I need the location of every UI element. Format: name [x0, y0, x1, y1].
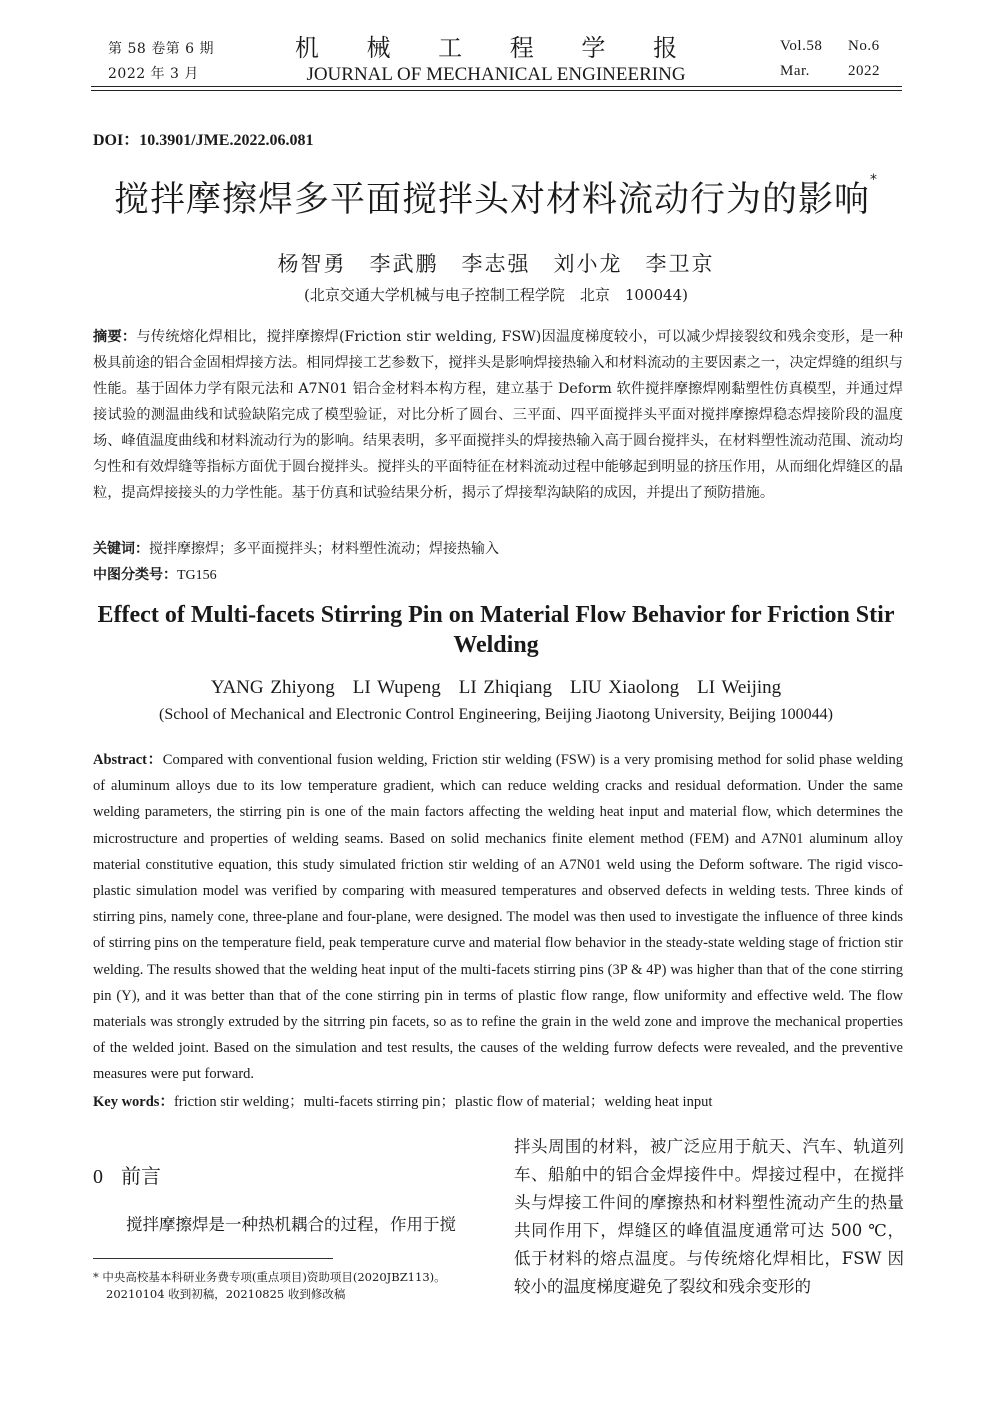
- abstract-en-text: Compared with conventional fusion welding, Friction stir welding (FSW) is a very promising method for solid phase welding of aluminum alloys due to its low temperature gradient, which can reduce welding cracks and residual deformation. Under the same welding parameters, the stirring pin is one of the main factors affecting the welding heat input and material flow, which determines the microstructure and properties of welding seams. Based on solid mechanics finite element method (FEM) and A7N01 aluminum alloy material constitutive equation, this study simulated friction stir welding of an A7N01 weld using the Deform software. The rigid visco-plastic simulation model was verified by comparing with measured temperatures and observed defects in welding tests. Three kinds of stirring pins, namely cone, three-plane and four-plane, were designed. The model was then used to investigate the influence of three kinds of stirring pins on the temperature field, peak temperature curve and material flow behavior in the steady-state welding stage of friction stir welding. The results showed that the welding heat input of the multi-facets stirring pins (3P & 4P) was higher than that of the cone stirring pin (Y), and it was better than that of the cone stirring pin in terms of plastic flow range, flow uniformity and effective weld. The flow materials was strongly extruded by the sitrring pin facets, so as to refine the grain in the weld zone and improve the mechanical properties of the welded joint. Based on the simulation and test results, the causes of the welding furrow defects were revealed, and the preventive measures were put forward.: [93, 752, 903, 1083]
- affiliation-cn: (北京交通大学机械与电子控制工程学院 北京 100044): [304, 286, 688, 304]
- month-en: Mar.: [780, 63, 810, 79]
- section-title: 前言: [121, 1164, 161, 1188]
- volume-en: Vol.58: [780, 38, 823, 54]
- author-en-2: LI Wupeng: [352, 677, 441, 698]
- abstract-cn: [93, 324, 903, 506]
- date-cn: 2022 年 3 月: [108, 66, 199, 82]
- keywords-en-label: Key words：: [93, 1094, 174, 1110]
- author-en-1: YANG Zhiyong: [210, 677, 335, 698]
- body-text-left-column: 搅拌摩擦焊是一种热机耦合的过程，作用于搅: [126, 1215, 456, 1234]
- clc-value: TG156: [177, 568, 217, 583]
- doi[interactable]: DOI：10.3901/JME.2022.06.081: [93, 132, 314, 149]
- paper-title-en: Effect of Multi-facets Stirring Pin on Material Flow Behavior for Friction Stir Welding: [97, 602, 895, 658]
- journal-title-en: JOURNAL OF MECHANICAL ENGINEERING: [306, 64, 686, 85]
- keywords-cn: [93, 538, 499, 558]
- abstract-en: [93, 747, 903, 1088]
- journal-title-cn: 机 械 工 程 学 报: [294, 34, 698, 62]
- keywords-en: [93, 1090, 712, 1111]
- clc-label: 中图分类号：: [93, 567, 177, 583]
- footnote-rule: [93, 1258, 333, 1259]
- keywords-en-text: friction stir welding；multi-facets stirring pin；plastic flow of material；welding heat input: [173, 1094, 713, 1110]
- body-text-right-column: 拌头周围的材料，被广泛应用于航天、汽车、轨道列车、船舶中的铝合金焊接件中。焊接过程中，在搅拌头与焊接工件间的摩擦热和材料塑性流动产生的热量共同作用下，焊缝区的峰值温度通常可达 500 ℃，低于材料的熔点温度。与传统熔化焊相比，FSW 因较小的温度梯度避免了裂纹和残余变形的: [514, 1137, 904, 1296]
- paper-title-cn: [0, 172, 992, 222]
- abstract-cn-text: 与传统熔化焊相比，搅拌摩擦焊(Friction stir welding, FSW)因温度梯度较小，可以减少焊接裂纹和残余变形，是一种极具前途的铝合金固相焊接方法。相同焊接工艺参数下，搅拌头是影响焊接热输入和材料流动的主要因素之一，决定焊缝的组织与性能。基于固体力学有限元法和 A7N01 铝合金材料本构方程，建立基于 Deform 软件搅拌摩擦焊刚黏塑性仿真模型，并通过焊接试验的测温曲线和试验缺陷完成了模型验证，对比分析了圆台、三平面、四平面搅拌头平面对搅拌摩擦焊稳态焊接阶段的温度场、峰值温度曲线和材料流动行为的影响。结果表明，多平面搅拌头的焊接热输入高于圆台搅拌头，在材料塑性流动范围、流动均匀性和有效焊缝等指标方面优于圆台搅拌头。搅拌头的平面特征在材料流动过程中能够起到明显的挤压作用，从而细化焊缝区的晶粒，提高焊接接头的力学性能。基于仿真和试验结果分析，揭示了焊接犁沟缺陷的成因，并提出了预防措施。: [93, 329, 903, 501]
- footnote: [93, 1269, 493, 1303]
- footnote-funding: * 中央高校基本科研业务费专项(重点项目)资助项目(2020JBZ113)。: [93, 1270, 446, 1284]
- author-en-3: LI Zhiqiang: [458, 677, 552, 698]
- abstract-cn-label: 摘要：: [93, 329, 137, 345]
- footnote-received-dates: 20210104 收到初稿，20210825 收到修改稿: [106, 1287, 346, 1301]
- issue-en: No.6: [848, 38, 880, 54]
- authors-cn: 杨智勇 李武鹏 李志强 刘小龙 李卫京: [277, 252, 715, 276]
- section-heading: [93, 1160, 161, 1189]
- clc-number: [93, 564, 217, 584]
- header-rule-thin: [91, 90, 902, 91]
- paper-title-cn-text: 搅拌摩擦焊多平面搅拌头对材料流动行为的影响: [113, 180, 870, 220]
- section-number: 0: [93, 1166, 103, 1188]
- author-en-4: LIU Xiaolong: [570, 677, 680, 698]
- keywords-cn-label: 关键词：: [93, 541, 149, 557]
- year-en: 2022: [848, 63, 880, 79]
- keywords-cn-text: 搅拌摩擦焊；多平面搅拌头；材料塑性流动；焊接热输入: [149, 541, 499, 557]
- header-rule-thick: [91, 86, 902, 87]
- author-en-5: LI Weijing: [697, 677, 782, 698]
- abstract-en-label: Abstract：: [93, 752, 163, 768]
- affiliation-en: (School of Mechanical and Electronic Control Engineering, Beijing Jiaotong University, Beijing 100044): [159, 706, 833, 723]
- authors-en: [0, 677, 992, 699]
- title-footnote-mark: *: [870, 172, 878, 188]
- volume-issue-cn: 第 58 卷第 6 期: [108, 41, 215, 57]
